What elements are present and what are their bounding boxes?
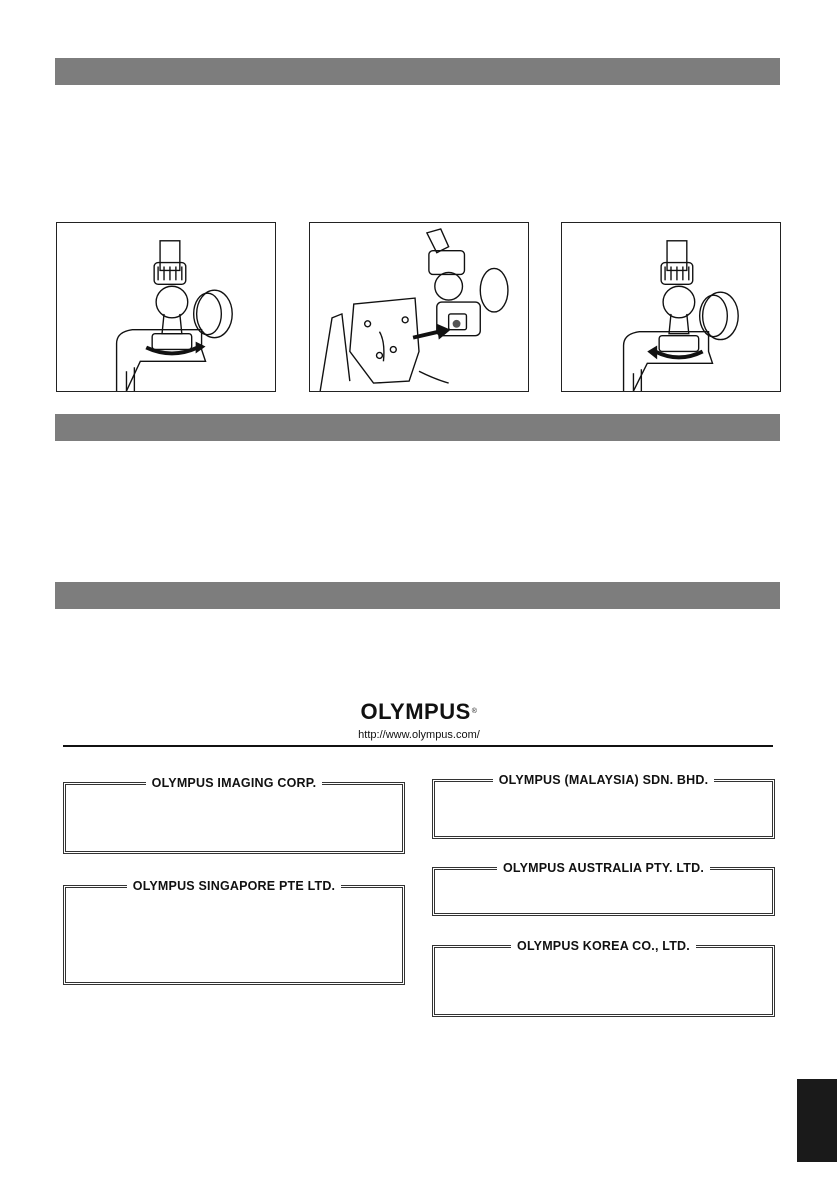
section-header-bar-1 — [55, 58, 780, 85]
section-header-bar-3 — [55, 582, 780, 609]
tripod-head-detach-illustration — [562, 223, 780, 391]
registered-mark: ® — [471, 708, 478, 715]
office-box-korea — [432, 939, 775, 1017]
rotation-arrow-icon — [196, 342, 206, 354]
figure-tripod-head-attach — [56, 222, 276, 392]
office-box-malaysia — [432, 773, 775, 839]
brand-logo — [300, 700, 538, 724]
office-name: OLYMPUS (MALAYSIA) SDN. BHD. — [493, 773, 715, 787]
tripod-head-illustration — [57, 223, 275, 391]
page-edge-tab — [797, 1079, 837, 1162]
office-box-singapore — [63, 879, 405, 985]
brand-url[interactable]: http://www.olympus.com/ — [358, 729, 480, 741]
figure-bracket-mount — [309, 222, 529, 392]
office-box-imaging — [63, 776, 405, 854]
section-header-bar-2 — [55, 414, 780, 441]
office-name: OLYMPUS KOREA CO., LTD. — [511, 939, 696, 953]
brand-logo-text: OLYMPUS — [360, 699, 471, 724]
divider-rule — [63, 745, 773, 747]
office-name: OLYMPUS IMAGING CORP. — [146, 776, 323, 790]
brand-logo-block — [300, 700, 538, 741]
rotation-arrow-left-icon — [647, 346, 657, 360]
office-name: OLYMPUS SINGAPORE PTE LTD. — [127, 879, 341, 893]
figure-tripod-head-detach — [561, 222, 781, 392]
office-box-australia — [432, 861, 775, 916]
bracket-mount-illustration — [310, 223, 528, 391]
office-name: OLYMPUS AUSTRALIA PTY. LTD. — [497, 861, 710, 875]
